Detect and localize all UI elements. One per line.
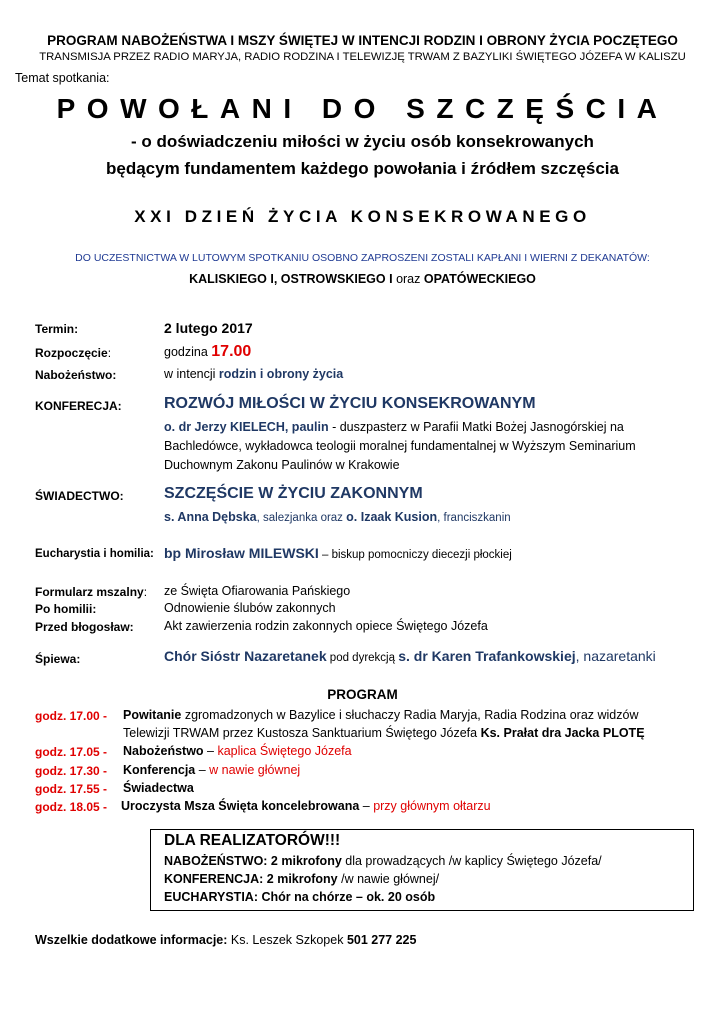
testimony-title: SZCZĘŚCIE W ŻYCIU ZAKONNYM	[164, 485, 423, 502]
testimony-label: ŚWIADECTWO:	[35, 489, 124, 503]
eucharist-value: bp Mirosław MILEWSKI – biskup pomocniczy diecezji płockiej	[164, 545, 512, 561]
invitation-line: DO UCZESTNICTWA W LUTOWYM SPOTKANIU OSOBNO ZAPROSZENI ZOSTALI KAPŁANI I WIERNI Z DEKANATÓW:	[75, 252, 650, 264]
termin-label: Termin:	[35, 322, 79, 336]
program-item: Powitanie zgromadzonych w Bazylice i słuchaczy Radia Maryja, Radia Rodzina oraz widzów	[123, 708, 639, 722]
conference-speaker-bio: o. dr Jerzy KIELECH, paulin - duszpasterz w Parafii Matki Bożej Jasnogórskiej na Bachledówce, wykładowca teologii moralnej fundamentalnej w Wyższym Seminarium Duchownym Zakonu Paulinów w Krakowie	[164, 420, 636, 472]
program-time: godz. 17.00 -	[35, 709, 108, 723]
testimony-people: s. Anna Dębska, salezjanka oraz o. Izaak Kusion, franciszkanin	[164, 510, 511, 524]
eucharist-person: bp Mirosław MILEWSKI	[164, 545, 319, 561]
testimony-person-2: o. Izaak Kusion	[346, 510, 438, 524]
deanery-names: KALISKIEGO I, OSTROWSKIEGO I	[189, 272, 393, 286]
program-item-continued: Telewizji TRWAM przez Kustosza Sanktuarium Świętego Józefa Ks. Prałat dra Jacka PLOTĘ	[123, 726, 645, 740]
program-time: godz. 17.30 -	[35, 764, 108, 778]
program-item: Nabożeństwo – kaplica Świętego Józefa	[123, 744, 352, 758]
eucharist-label: Eucharystia i homilia:	[35, 548, 154, 560]
conference-title: ROZWÓJ MIŁOŚCI W ŻYCIU KONSEKROWANYM	[164, 395, 536, 412]
conference-speaker: o. dr Jerzy KIELECH, paulin	[164, 420, 329, 434]
program-time: godz. 17.55 -	[35, 782, 108, 796]
choir-name: Chór Sióstr Nazaretanek	[164, 648, 327, 664]
subtitle-line-2: będącym fundamentem każdego powołania i źródłem szczęścia	[106, 159, 619, 178]
program-item: Świadectwa	[123, 781, 194, 795]
program-item: Uroczysta Msza Święta koncelebrowana – przy głównym ołtarzu	[121, 799, 491, 813]
after-homily-value: Odnowienie ślubów zakonnych	[164, 601, 336, 615]
box-line: NABOŻEŃSTWO: 2 mikrofony dla prowadzących /w kaplicy Świętego Józefa/	[164, 854, 602, 868]
service-label: Nabożeństwo:	[35, 368, 117, 382]
testimony-person-1: s. Anna Dębska	[164, 510, 257, 524]
conference-label: KONFERECJA:	[35, 399, 122, 413]
formulary-value: ze Święta Ofiarowania Pańskiego	[164, 584, 351, 598]
start-time: 17.00	[211, 343, 252, 360]
main-title: POWOŁANI DO SZCZĘŚCIA	[56, 93, 669, 124]
choir-director: s. dr Karen Trafankowskiej	[398, 648, 576, 664]
contact-info: Wszelkie dodatkowe informacje: Ks. Leszek Szkopek 501 277 225	[35, 933, 417, 947]
choir-value: Chór Sióstr Nazaretanek pod dyrekcją s. dr Karen Trafankowskiej, nazaretanki	[164, 648, 656, 664]
topic-label: Temat spotkania:	[15, 71, 110, 85]
box-line: KONFERENCJA: 2 mikrofony /w nawie głównej/	[164, 872, 440, 886]
after-homily-label: Po homilii:	[35, 602, 97, 616]
choir-label: Śpiewa:	[35, 652, 81, 666]
day-title: XXI DZIEŃ ŻYCIA KONSEKROWANEGO	[134, 207, 591, 226]
transmission-info: TRANSMISJA PRZEZ RADIO MARYJA, RADIO RODZINA I TELEWIZJĘ TRWAM Z BAZYLIKI ŚWIĘTEGO JÓZEFA W KALISZU	[39, 51, 686, 63]
termin-value: 2 lutego 2017	[164, 320, 253, 336]
program-title: PROGRAM	[327, 687, 398, 702]
program-header-title: PROGRAM NABOŻEŃSTWA I MSZY ŚWIĘTEJ W INTENCJI RODZIN I OBRONY ŻYCIA POCZĘTEGO	[47, 33, 678, 48]
service-intent: rodzin i obrony życia	[218, 367, 344, 381]
subtitle-line-1: - o doświadczeniu miłości w życiu osób konsekrowanych	[131, 132, 594, 151]
service-value: w intencji rodzin i obrony życia	[164, 367, 344, 381]
program-time: godz. 17.05 -	[35, 745, 108, 759]
program-time: godz. 18.05 -	[35, 800, 108, 814]
start-value: godzina 17.00	[164, 343, 252, 360]
formulary-label: Formularz mszalny:	[35, 585, 148, 599]
deanery-conjunction: oraz	[392, 272, 424, 286]
before-blessing-value: Akt zawierzenia rodzin zakonnych opiece Świętego Józefa	[164, 619, 488, 633]
start-label: Rozpoczęcie:	[35, 346, 112, 360]
contact-phone: 501 277 225	[346, 933, 417, 947]
box-line: EUCHARYSTIA: Chór na chórze – ok. 20 osób	[164, 890, 436, 904]
before-blessing-label: Przed błogosław:	[35, 620, 134, 634]
program-item: Konferencja – w nawie głównej	[123, 763, 301, 777]
deanery-last: OPATÓWECKIEGO	[423, 272, 536, 286]
realizators-title: DLA REALIZATORÓW!!!	[164, 832, 341, 849]
deaneries-line	[0, 272, 725, 286]
